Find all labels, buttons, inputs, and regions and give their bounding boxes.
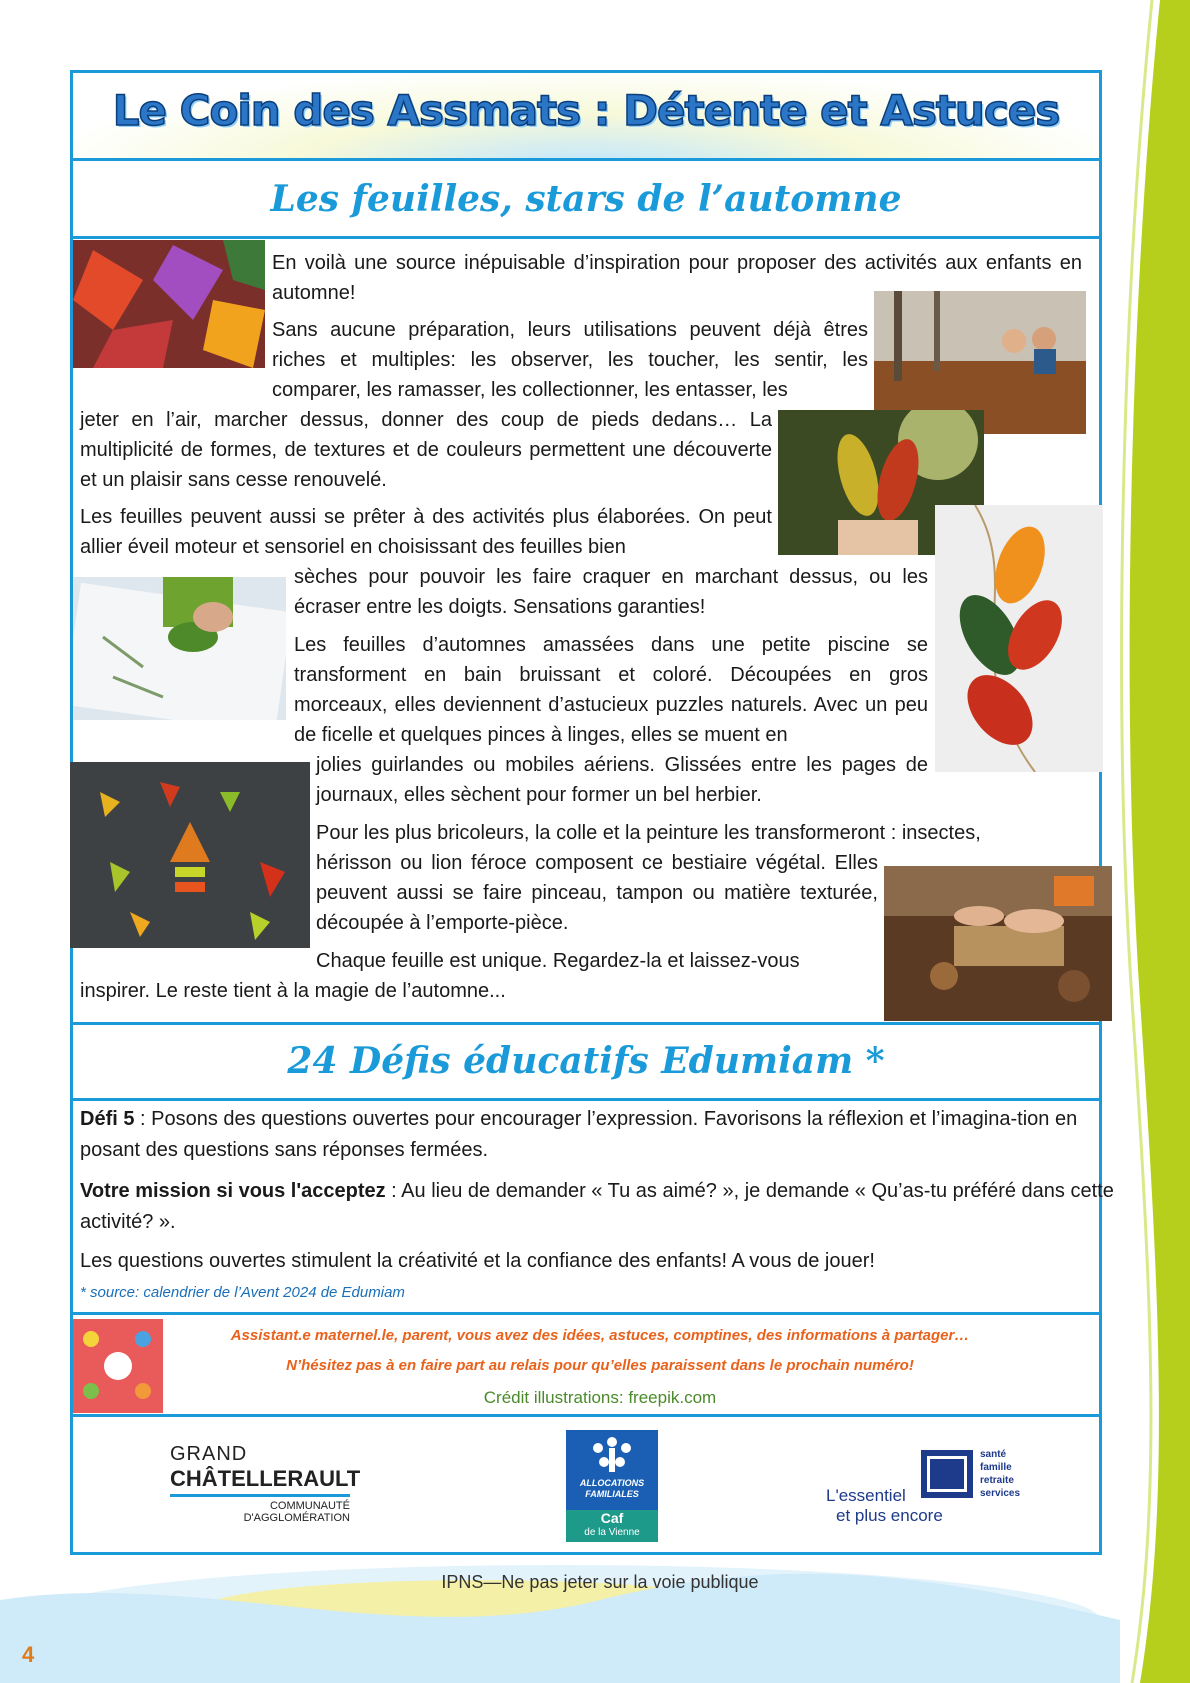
logo-text: FAMILIALES: [585, 1489, 639, 1499]
ideas-illustration: [73, 1319, 163, 1413]
paragraph: Chaque feuille est unique. Regardez-la et laissez-vous: [316, 950, 800, 972]
mission-text: : Au lieu de demander « Tu as aimé? », je demande « Qu’as-tu préféré dans cette activité? ».: [80, 1180, 1114, 1233]
paragraph: jolies guirlandes ou mobiles aériens. Glissées entre les pages de journaux, elles sèchent pour former un bel herbier.: [316, 754, 928, 806]
logo-text: de la Vienne: [584, 1527, 640, 1538]
leaf-garland-photo: [935, 505, 1103, 772]
credit-text: Crédit illustrations: freepik.com: [483, 1388, 717, 1407]
caf-family-icon: [586, 1434, 638, 1476]
logo-text: L'essentiel: [826, 1486, 906, 1505]
ipns-notice: IPNS—Ne pas jeter sur la voie publique: [441, 1572, 759, 1592]
logo-text: GRAND: [170, 1443, 248, 1465]
paragraph: Sans aucune préparation, leurs utilisations peuvent déjà êtres riches et multiples: les observer, les toucher, les sentir, les comparer, les ramasser, les collectionner, les entasser, les: [272, 319, 868, 401]
paragraph: Pour les plus bricoleurs, la colle et la peinture les transformeront : insectes,: [316, 822, 981, 844]
logo-text: famille: [980, 1462, 1012, 1473]
mission-paragraph: [80, 1176, 1120, 1238]
contribution-note: Assistant.e maternel.le, parent, vous avez des idées, astuces, comptines, des informations à partager…: [230, 1327, 970, 1344]
divider: [70, 1312, 1102, 1315]
divider: [70, 1552, 1102, 1555]
defi-paragraph: [80, 1104, 1120, 1166]
paragraph: sèches pour pouvoir les faire craquer en marchant dessus, ou les écraser entre les doigts. Sensations garanties!: [294, 566, 928, 618]
divider: [70, 70, 1102, 73]
divider: [70, 158, 1102, 161]
closing-paragraph: Les questions ouvertes stimulent la créativité et la confiance des enfants! A vous de jouer!: [80, 1250, 875, 1272]
divider: [70, 1414, 1102, 1417]
paragraph: Les feuilles peuvent aussi se prêter à des activités plus élaborées. On peut allier éveil moteur et sensoriel en choisissant des feuilles bien: [80, 506, 772, 558]
logo-text: CHÂTELLERAULT: [170, 1466, 350, 1497]
source-note: * source: calendrier de l’Avent 2024 de Edumiam: [80, 1284, 405, 1301]
logo-text: D'AGGLOMÉRATION: [243, 1512, 350, 1524]
contribution-note: N’hésitez pas à en faire part au relais pour qu’elles paraissent dans le prochain numéro!: [286, 1357, 914, 1374]
caf-logo: [566, 1430, 658, 1542]
paragraph: En voilà une source inépuisable d’inspiration pour proposer des activités aux enfants en automne!: [272, 252, 1082, 304]
logo-text: ALLOCATIONS: [579, 1478, 645, 1488]
mission-label: Votre mission si vous l'acceptez: [80, 1180, 386, 1202]
paragraph: jeter en l’air, marcher dessus, donner des coup de pieds dedans… La multiplicité de formes, de textures et de couleurs permettent une découverte et un plaisir sans cesse renouvelé.: [80, 409, 772, 491]
page-number: 4: [22, 1642, 35, 1667]
divider: [70, 1022, 1102, 1025]
kids-crafting-photo: [884, 866, 1112, 1021]
leaf-shapes-art-photo: [70, 762, 310, 948]
section-title-defis: 24 Défis éducatifs Edumiam *: [287, 1040, 885, 1082]
divider: [70, 236, 1102, 239]
divider: [70, 1098, 1102, 1101]
defi-text: : Posons des questions ouvertes pour encourager l’expression. Favorisons la réflexion et l’imagina-tion en posant des questions sans réponses fermées.: [80, 1108, 1078, 1161]
paragraph: Les feuilles d’automnes amassées dans une petite piscine se transforment en bain bruissant et coloré. Découpées en gros morceaux, elles deviennent d’astucieux puzzles naturels. Avec un peu de ficelle et quelques pinces à linges, elles se muent en: [294, 634, 928, 746]
autumn-leaves-photo: [73, 240, 265, 368]
logo-text: santé: [980, 1449, 1007, 1460]
msa-logo: [826, 1448, 1036, 1528]
page-title: Le Coin des Assmats : Détente et Astuces: [112, 86, 1060, 135]
logo-text: COMMUNAUTÉ: [269, 1500, 350, 1512]
logo-text: et plus encore: [836, 1506, 943, 1525]
logo-text: retraite: [980, 1475, 1014, 1486]
logo-text: services: [980, 1488, 1021, 1499]
decorative-side-curve: [1100, 0, 1190, 1683]
herbarium-photo: [73, 577, 286, 720]
defi-label: Défi 5: [80, 1108, 135, 1130]
paragraph: inspirer. Le reste tient à la magie de l’automne...: [80, 980, 506, 1002]
section-title-leaves: Les feuilles, stars de l’automne: [270, 178, 902, 220]
grand-chatellerault-logo: [170, 1443, 361, 1533]
paragraph: hérisson ou lion féroce composent ce bestiaire végétal. Elles peuvent aussi se faire pinceau, tampon ou matière texturée, découpée à l’emporte-pièce.: [316, 852, 878, 934]
logo-text: Caf: [600, 1510, 624, 1526]
